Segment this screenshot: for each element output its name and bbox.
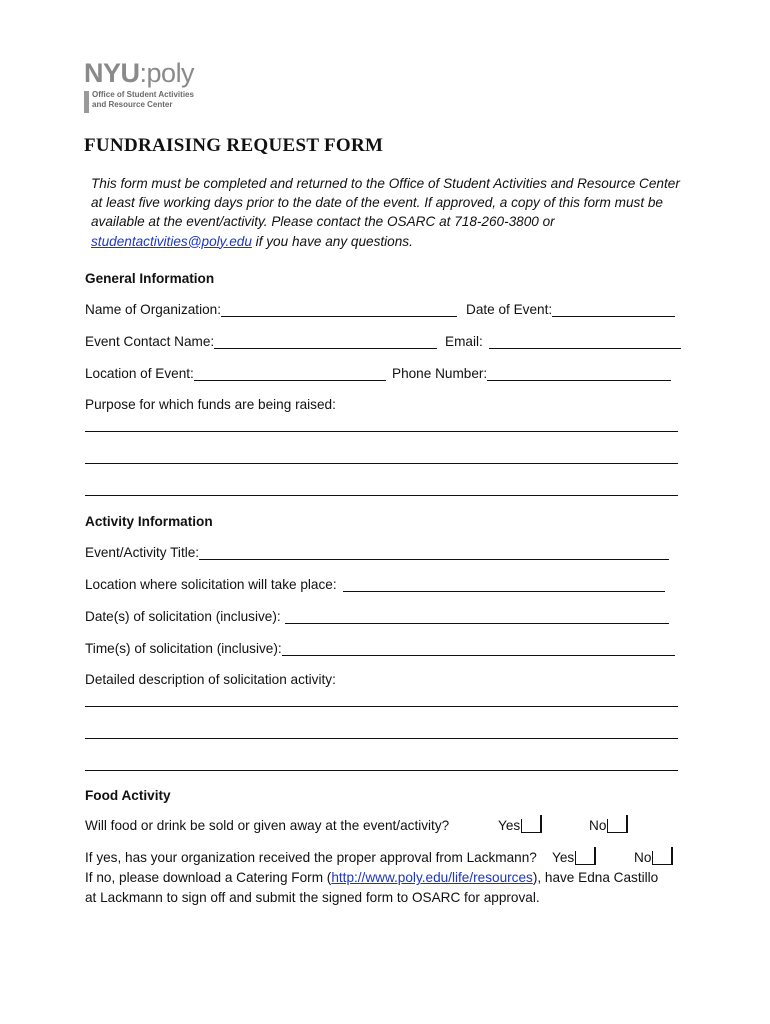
food-q2-yes: Yes [552, 850, 596, 865]
location-label: Location of Event: [85, 366, 194, 381]
food-q2-yes-checkbox[interactable] [575, 851, 596, 865]
activity-title-field [85, 544, 669, 560]
description-label: Detailed description of solicitation activity: [85, 672, 336, 687]
logo [84, 58, 194, 113]
food-question-2: If yes, has your organization received the proper approval from Lackmann? [85, 850, 537, 865]
date-label: Date of Event: [466, 302, 553, 317]
solicit-dates-label: Date(s) of solicitation (inclusive): [85, 609, 281, 624]
phone-field [392, 365, 671, 381]
form-title: FUNDRAISING REQUEST FORM [84, 135, 384, 156]
purpose-line-1[interactable] [85, 431, 678, 432]
logo-subtitle [84, 90, 194, 113]
phone-label: Phone Number: [392, 366, 488, 381]
food-heading: Food Activity [85, 788, 171, 803]
solicit-location-label: Location where solicitation will take place: [85, 577, 337, 592]
resources-link[interactable]: http://www.poly.edu/life/resources [331, 870, 533, 885]
email-field [445, 333, 681, 349]
food-question-1: Will food or drink be sold or given away at the event/activity? [85, 818, 450, 833]
food-q1-yes-checkbox[interactable] [521, 819, 542, 833]
food-q1-no: No [589, 818, 628, 833]
contact-input[interactable] [214, 333, 437, 349]
phone-input[interactable] [487, 365, 671, 381]
logo-bar [84, 91, 89, 113]
location-input[interactable] [194, 365, 386, 381]
date-input[interactable] [552, 301, 675, 317]
food-q1-no-checkbox[interactable] [607, 819, 628, 833]
contact-field [85, 333, 437, 349]
email-label: Email: [445, 334, 483, 349]
purpose-label: Purpose for which funds are being raised: [85, 397, 336, 412]
solicit-location-field [85, 576, 665, 592]
activity-title-label: Event/Activity Title: [85, 545, 200, 560]
purpose-line-3[interactable] [85, 495, 678, 496]
logo-line-2: and Resource Center [92, 100, 173, 109]
solicit-times-field [85, 640, 675, 656]
solicit-dates-input[interactable] [285, 608, 669, 624]
purpose-line-2[interactable] [85, 463, 678, 464]
logo-line-1: Office of Student Activities [92, 90, 194, 99]
solicit-location-input[interactable] [343, 576, 665, 592]
org-field [85, 301, 457, 317]
general-heading: General Information [85, 271, 215, 286]
contact-label: Event Contact Name: [85, 334, 215, 349]
description-line-1[interactable] [85, 706, 678, 707]
description-line-2[interactable] [85, 738, 678, 739]
activity-heading: Activity Information [85, 514, 213, 529]
solicit-times-input[interactable] [282, 640, 675, 656]
org-input[interactable] [221, 301, 457, 317]
purpose-field [85, 397, 336, 412]
food-q2-no-checkbox[interactable] [652, 851, 673, 865]
description-field [85, 672, 336, 687]
intro-paragraph: This form must be completed and returned to the Office of Student Activities and Resource Center at least five working days prior to the date of the event. If approved, a copy of this form must be available at the event/activity. Please contact the OSARC at 718-260-3800 or studentactivities@poly.edu if you have any questions. [91, 176, 680, 249]
food-q2-no: No [634, 850, 673, 865]
solicit-dates-field [85, 608, 669, 624]
email-link[interactable]: studentactivities@poly.edu [91, 233, 252, 249]
description-line-3[interactable] [85, 770, 678, 771]
food-question-3: If no, please download a Catering Form (http://www.poly.edu/life/resources), have Edna Castillo at Lackmann to sign off and submit the signed form to OSARC for approval. [85, 870, 659, 905]
solicit-times-label: Time(s) of solicitation (inclusive): [85, 641, 282, 656]
org-label: Name of Organization: [85, 302, 222, 317]
date-field [466, 301, 675, 317]
activity-title-input[interactable] [199, 544, 669, 560]
location-field [85, 365, 386, 381]
logo-wordmark: NYU:poly [84, 58, 195, 88]
email-input[interactable] [489, 333, 681, 349]
food-q1-yes: Yes [498, 818, 542, 833]
